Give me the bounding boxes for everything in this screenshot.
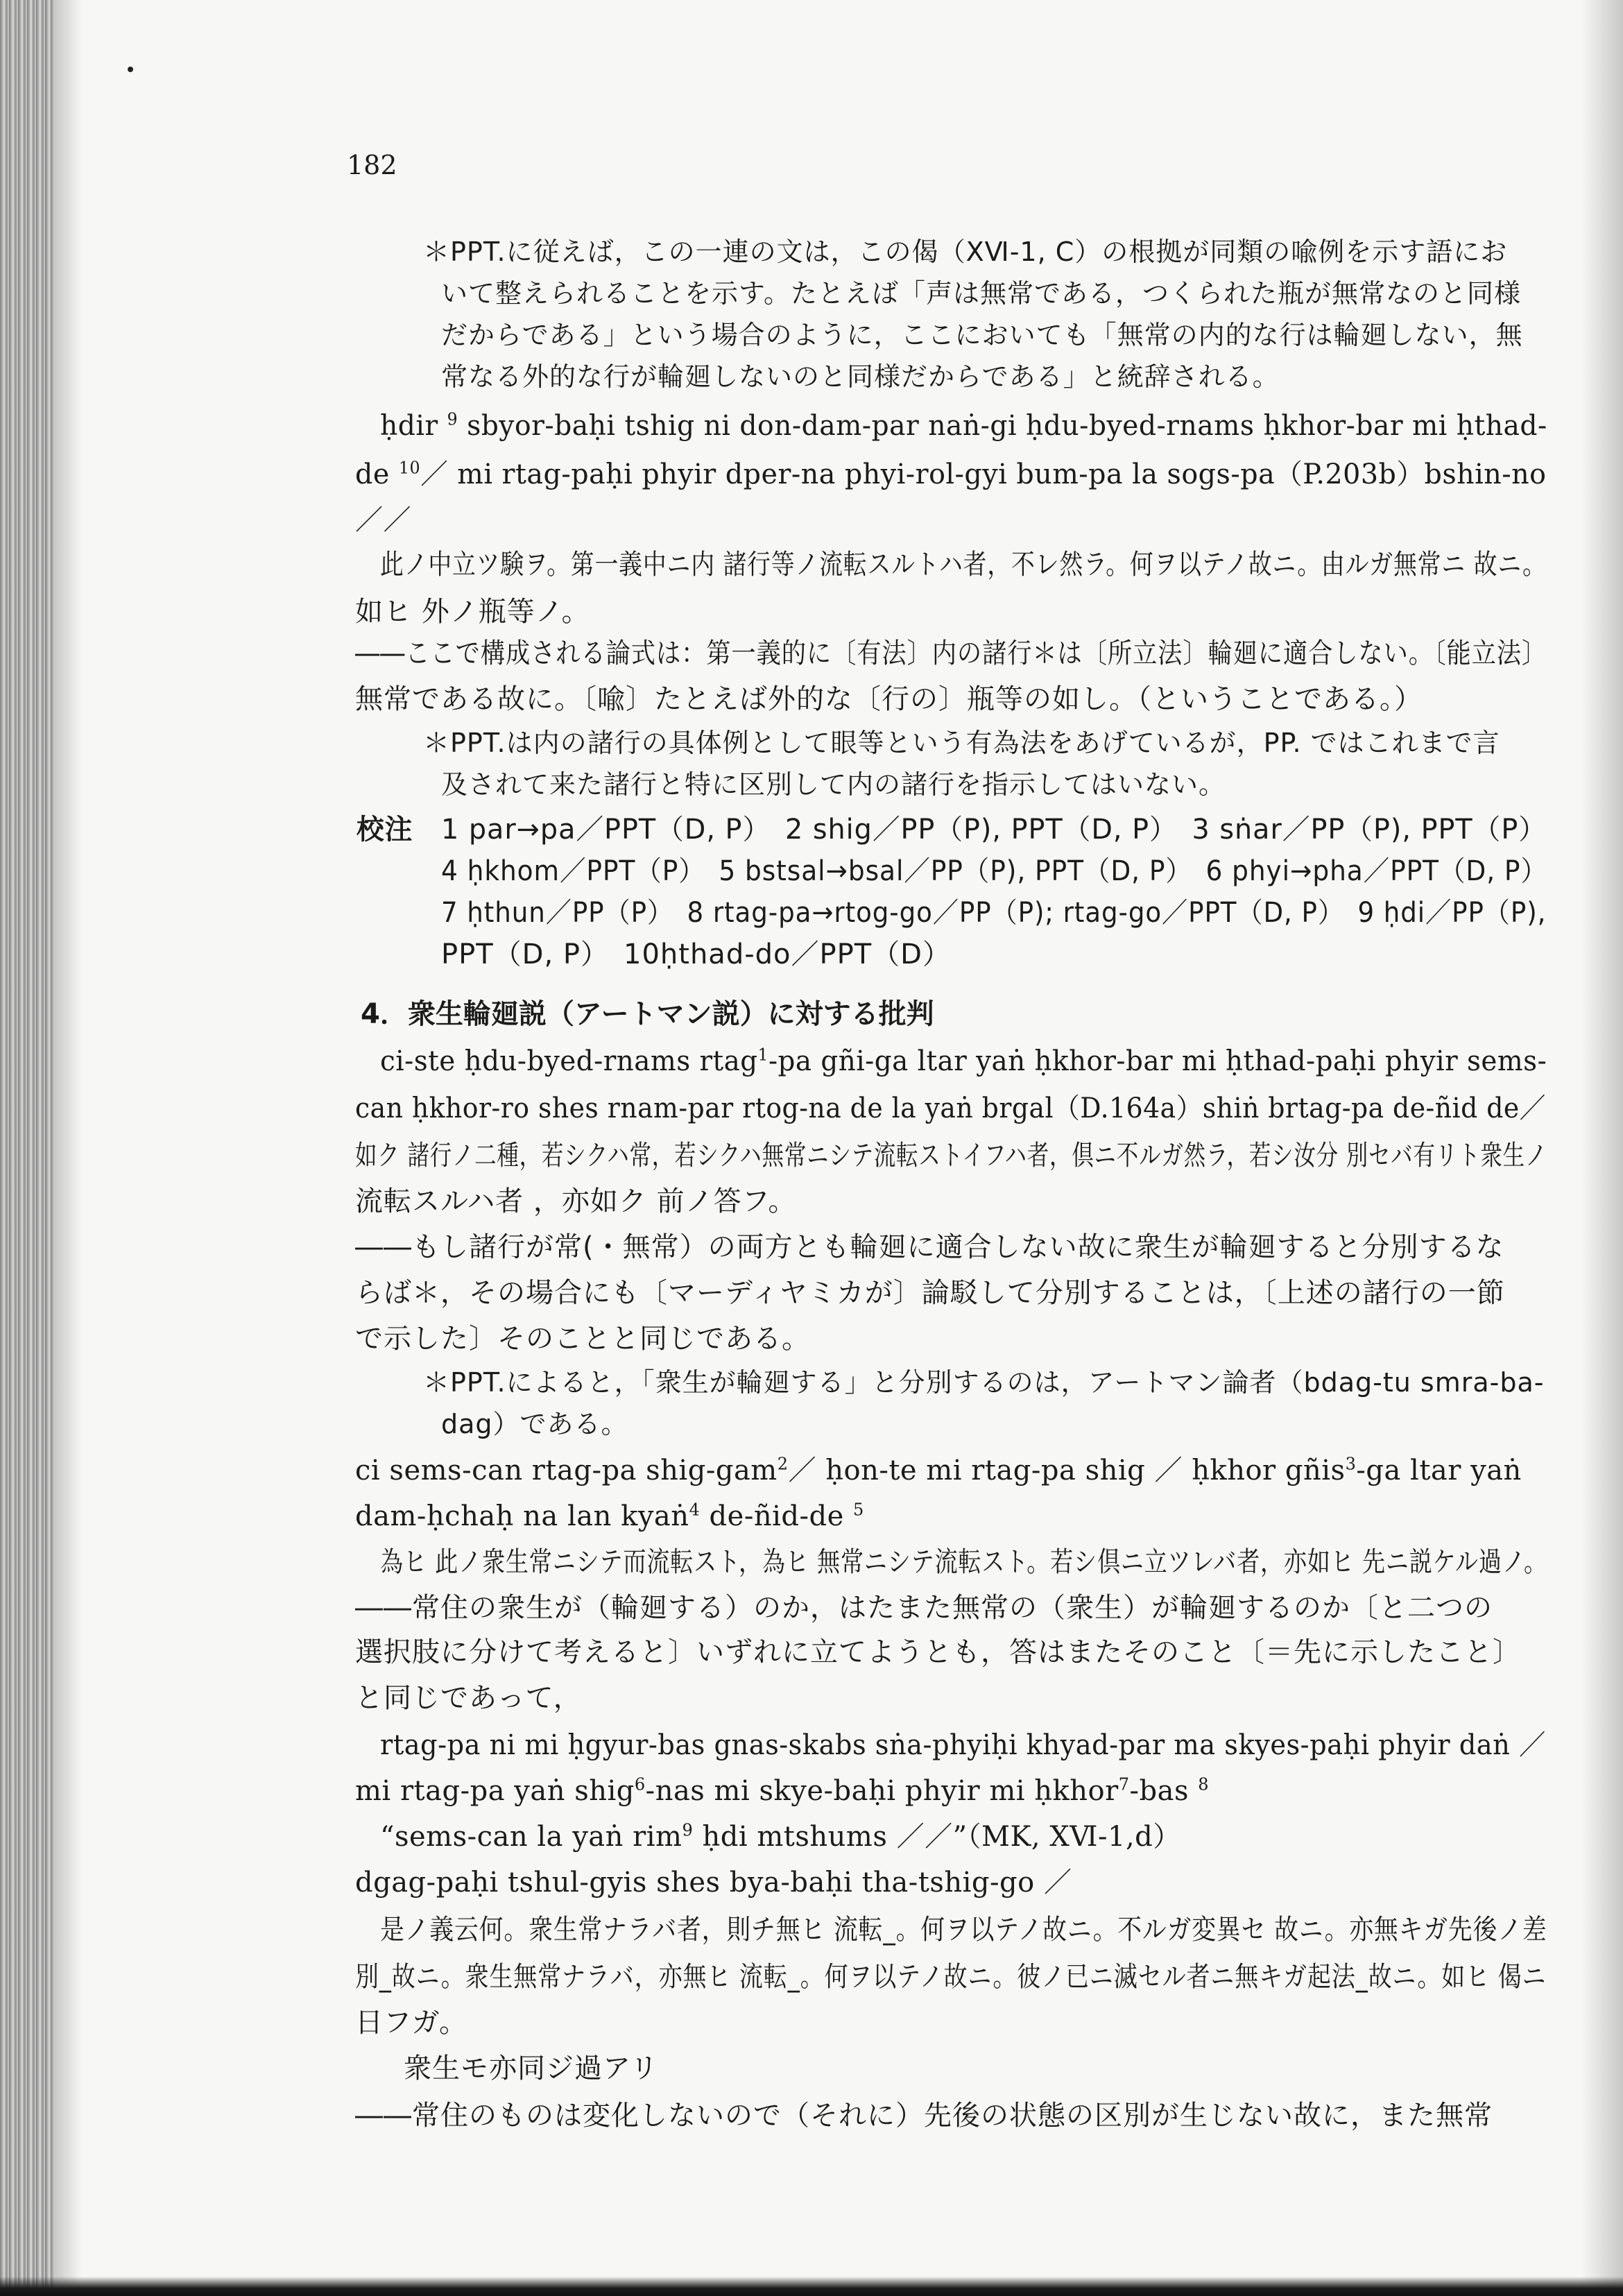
text-line-l33: と同じであって， xyxy=(355,1682,582,1714)
scan-bottom-edge xyxy=(0,2277,1623,2296)
text-line-l18: 4．衆生輪廻説（アートマン説）に対する批判 xyxy=(361,998,934,1030)
text-line-l30: 為ヒ 此ノ衆生常ニシテ而流転スト，為ヒ 無常ニシテ流転スト。若シ倶ニ立ツレバ者，亦如ヒ 先ニ説ケル過ノ。 xyxy=(380,1546,1547,1578)
text-line-l16: 7 ḥthun／PP（P） 8 rtag-pa→rtog-go／PP（P); rtag-go／PPT（D, P） 9 ḥdi／PP（P), xyxy=(441,897,1547,929)
text-line-l42: ――常住のものは変化しないので（それに）先後の状態の区別が生じない故に，また無常 xyxy=(355,2100,1493,2132)
text-line-l07: ／／ xyxy=(355,504,411,536)
scan-speck xyxy=(128,67,133,72)
text-line-l11: 無常である故に。〔喩〕たとえば外的な〔行の〕瓶等の如し。（ということである。） xyxy=(355,683,1423,715)
text-line-l06: de $^{10}$／ mi rtag-paḥi phyir dper-na phyi-rol-gyi bum-pa la sogs-pa（P.203b）bshin-no xyxy=(355,458,1547,490)
text-line-l41: 衆生モ亦同ジ過アリ xyxy=(404,2053,659,2084)
text-line-l29: dam-ḥchaḥ na lan kyaṅ$^4$ de-ñid-de $^5$ xyxy=(355,1500,864,1532)
text-line-l14: 校注 1 par→pa／PPT（D, P） 2 shig／PP（P), PPT（D, P） 3 sṅar／PP（P), PPT（P） xyxy=(357,814,1547,846)
text-line-l24: らば＊，その場合にも〔マーディヤミカが〕論駁して分別することは，〔上述の諸行の一節 xyxy=(355,1277,1505,1309)
text-line-l20: can ḥkhor-ro shes rnam-par rtog-na de la yaṅ brgal（D.164a）shiṅ brtag-pa de-ñid de／ xyxy=(355,1093,1546,1124)
text-line-l26: ＊PPT.によると，「衆生が輪廻する」と分別するのは，アートマン論者（bdag-tu smra-ba- xyxy=(423,1367,1545,1398)
text-line-l15: 4 ḥkhom／PPT（P） 5 bstsal→bsal／PP（P), PPT（D, P） 6 phyi→pha／PPT（D, P） xyxy=(441,855,1547,887)
text-line-l22: 流転スルハ者 ，亦如ク 前ノ答フ。 xyxy=(355,1185,797,1217)
text-line-l19: ci-ste ḥdu-byed-rnams rtag$^1$-pa gñi-ga ltar yaṅ ḥkhor-bar mi ḥthad-paḥi phyir sems- xyxy=(380,1045,1547,1077)
text-line-l13: 及されて来た諸行と特に区別して内の諸行を指示してはいない。 xyxy=(441,769,1226,800)
text-line-l10: ――ここで構成される論式は：第一義的に〔有法〕内の諸行＊は〔所立法〕輪廻に適合しない。〔能立法〕 xyxy=(355,637,1547,669)
text-line-l35: mi rtag-pa yaṅ shig$^6$-nas mi skye-baḥi phyir mi ḥkhor$^7$-bas $^8$ xyxy=(355,1774,1210,1807)
text-line-l23: ――もし諸行が常(・無常）の両方とも輪廻に適合しない故に衆生が輪廻すると分別するな xyxy=(355,1231,1504,1263)
page-number: 182 xyxy=(347,150,397,180)
text-line-l36: “sems-can la yaṅ rim$^9$ ḥdi mtshums ／／”（MK, XⅥ-1,d） xyxy=(380,1820,1181,1853)
page-edge-shadow xyxy=(1581,0,1623,2296)
gutter-shadow xyxy=(54,0,82,2296)
text-line-l09: 如ヒ 外ノ瓶等ノ。 xyxy=(355,596,590,628)
text-line-l08: 此ノ中立ツ験ヲ。第一義中ニ内 諸行等ノ流転スルトハ者，不レ然ラ。何ヲ以テノ故ニ。由ルガ無常ニ 故ニ。 xyxy=(380,549,1547,581)
text-line-l32: 選択肢に分けて考えると〕いずれに立てようとも，答はまたそのこと〔＝先に示したこと〕 xyxy=(355,1636,1521,1668)
text-line-l31: ――常住の衆生が（輪廻する）のか，はたまた無常の（衆生）が輪廻するのか〔と二つの xyxy=(355,1592,1493,1624)
book-binding-shadow xyxy=(0,0,54,2296)
text-line-l39: 別_故ニ。衆生無常ナラバ，亦無ヒ 流転_。何ヲ以テノ故ニ。彼ノ已ニ滅セル者ニ無キガ起法_故ニ。如ヒ 偈ニ xyxy=(355,1961,1547,1993)
text-line-l05: ḥdir $^9$ sbyor-baḥi tshig ni don-dam-par naṅ-gi ḥdu-byed-rnams ḥkhor-bar mi ḥthad- xyxy=(380,409,1547,442)
text-line-l28: ci sems-can rtag-pa shig-gam$^2$／ ḥon-te mi rtag-pa shig ／ ḥkhor gñis$^3$-ga ltar yaṅ xyxy=(355,1454,1522,1487)
text-line-l38: 是ノ義云何。衆生常ナラバ者，則チ無ヒ 流転_。何ヲ以テノ故ニ。不ルガ変異セ 故ニ。亦無キガ先後ノ差 xyxy=(380,1914,1547,1946)
text-line-l27: dag）である。 xyxy=(441,1409,628,1439)
text-line-l02: いて整えられることを示す。たとえば「声は無常である，つくられた瓶が無常なのと同様 xyxy=(441,278,1521,309)
text-line-l40: 日フガ。 xyxy=(355,2007,467,2039)
text-line-l03: だからである」という場合のように，ここにおいても「無常の内的な行は輪廻しない，無 xyxy=(441,320,1523,350)
text-line-l17: PPT（D, P） 10ḥthad-do／PPT（D） xyxy=(441,939,951,970)
text-line-l21: 如ク 諸行ノ二種，若シクハ常，若シクハ無常ニシテ流転ストイフハ者，倶ニ不ルガ然ラ，若シ汝分 別セバ有リト衆生ノ xyxy=(355,1140,1548,1172)
text-line-l04: 常なる外的な行が輪廻しないのと同様だからである」と統辞される。 xyxy=(441,361,1280,392)
text-line-l12: ＊PPT.は内の諸行の具体例として眼等という有為法をあげているが，PP. ではこれまで言 xyxy=(423,728,1500,758)
text-line-l01: ＊PPT.に従えば，この一連の文は，この偈（ⅩⅥ-1, C）の根拠が同類の喩例を示す語にお xyxy=(423,237,1508,267)
text-line-l37: dgag-paḥi tshul-gyis shes bya-baḥi tha-tshig-go ／ xyxy=(355,1867,1072,1899)
text-line-l25: で示した〕そのことと同じである。 xyxy=(355,1323,810,1355)
text-line-l34: rtag-pa ni mi ḥgyur-bas gnas-skabs sṅa-phyiḥi khyad-par ma skyes-paḥi phyir daṅ ／ xyxy=(380,1729,1546,1761)
